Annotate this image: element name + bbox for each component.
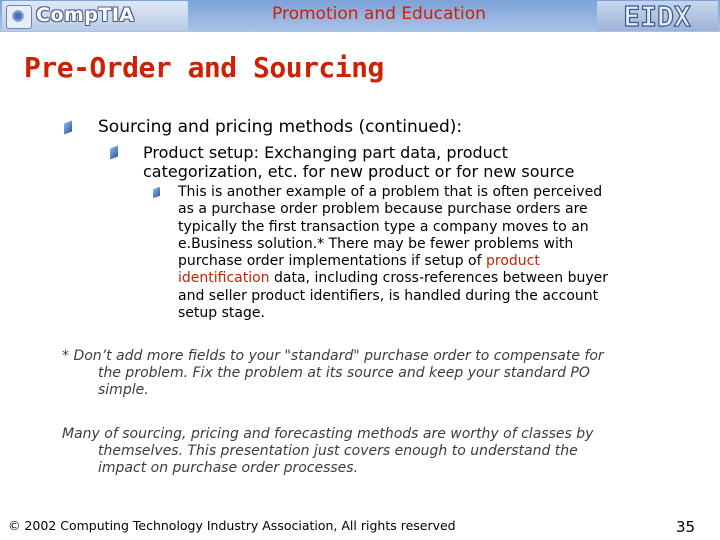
- bullet-level-3-line: e.Business solution.* There may be fewer problems with: [178, 235, 574, 252]
- highlight-product: product: [486, 253, 540, 270]
- bullet-level-2: [143, 143, 703, 181]
- bullet-level-1: Sourcing and pricing methods (continued):: [98, 117, 463, 137]
- bullet-level-3-line: [178, 253, 678, 270]
- highlight-identification: identification: [178, 270, 270, 287]
- logo-right-text: EIDX: [623, 1, 691, 31]
- bullet-level-3-line: and seller product identifiers, is handled during the account: [178, 287, 599, 304]
- note-line: Many of sourcing, pricing and forecasting methods are worthy of classes by: [62, 426, 594, 442]
- bullet-icon: [153, 187, 160, 199]
- note-line: the problem. Fix the problem at its source and keep your standard PO: [98, 365, 590, 381]
- bullet-level-3-line: setup stage.: [178, 305, 265, 322]
- logo-left-text: CompTIA: [36, 4, 135, 26]
- eidx-logo: [597, 1, 718, 31]
- bullet-level-2-line: categorization, etc. for new product or for new source: [143, 162, 575, 181]
- copyright-footer: © 2002 Computing Technology Industry Association, All rights reserved: [8, 518, 456, 533]
- bullet-icon: [64, 121, 72, 135]
- note-line: * Don’t add more fields to your "standard" purchase order to compensate for: [62, 348, 604, 364]
- bullet-icon: [110, 146, 118, 160]
- bullet-level-3-line: as a purchase order problem because purchase orders are: [178, 201, 588, 218]
- page-number: 35: [676, 518, 696, 536]
- footnote-note: [62, 348, 682, 399]
- bullet-level-3-line: This is another example of a problem that is often perceived: [178, 184, 603, 200]
- bullet-level-2-line: Product setup: Exchanging part data, product: [143, 143, 508, 162]
- note-line: impact on purchase order processes.: [98, 460, 359, 476]
- header-title: Promotion and Education: [272, 4, 486, 24]
- bullet-level-3-line: typically the first transaction type a company moves to an: [178, 218, 589, 235]
- summary-note: [62, 426, 682, 477]
- bullet-level-3: [178, 184, 678, 322]
- bullet-level-3-text: data, including cross-references between buyer: [269, 270, 609, 287]
- bullet-level-3-line: [178, 270, 678, 287]
- note-line: simple.: [98, 382, 149, 398]
- eidx-logo-graphic: [597, 1, 718, 31]
- bullet-level-3-text: purchase order implementations if setup of: [178, 253, 486, 270]
- page-title: Pre-Order and Sourcing: [24, 51, 384, 84]
- note-line: themselves. This presentation just covers enough to understand the: [98, 443, 578, 459]
